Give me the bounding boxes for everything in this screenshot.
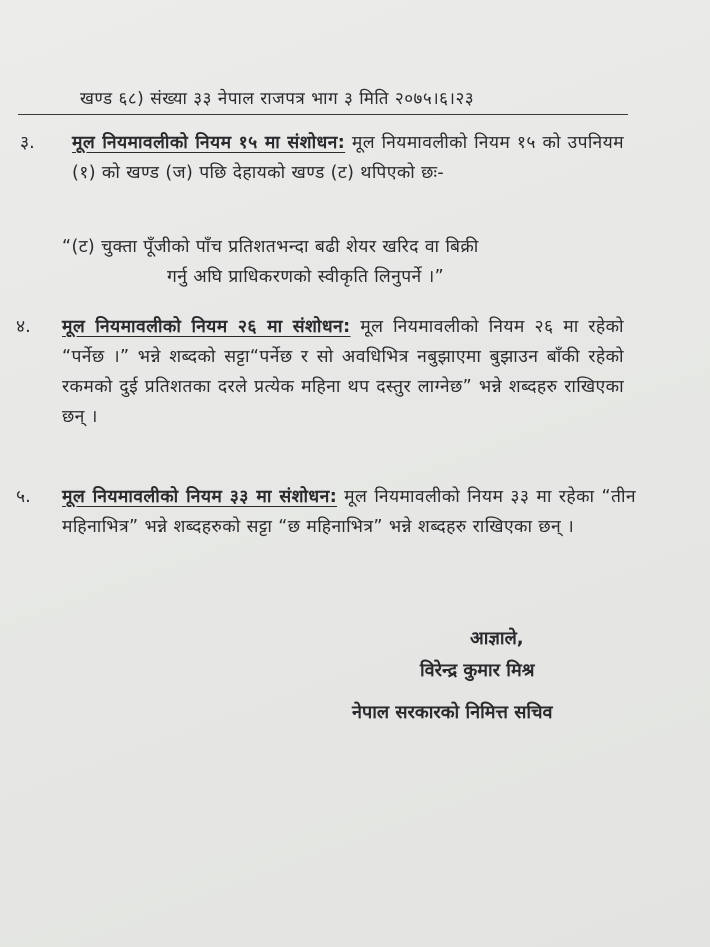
section-26-amendment [62, 312, 624, 432]
section-number: ४. [16, 317, 31, 337]
page-header: खण्ड ६८) संख्या ३३ नेपाल राजपत्र भाग ३ मिति २०७५।६।२३ [80, 89, 475, 109]
section-15-amendment [72, 128, 624, 188]
section-number: ५. [16, 487, 31, 507]
section-heading: मूल नियमावलीको नियम १५ मा संशोधन: [72, 133, 346, 153]
section-heading: मूल नियमावलीको नियम २६ मा संशोधन: [62, 317, 351, 337]
section-heading: मूल नियमावलीको नियम ३३ मा संशोधन: [62, 487, 338, 507]
section-number: ३. [20, 133, 35, 153]
by-order: आज्ञाले, [470, 628, 524, 649]
header-divider [18, 114, 628, 115]
section-body: मूल नियमावलीको नियम १५ को उपनियम (१) को खण्ड (ज) पछि देहायको खण्ड (ट) थपिएको छः- [72, 133, 624, 183]
section-body: मूल नियमावलीको नियम २६ मा रहेको “पर्नेछ ।” भन्ने शब्दको सट्टा“पर्नेछ र सो अवधिभित्र नबुझाएमा बुझाउन बाँकी रहेको रकमको दुई प्रतिशतका दरले प्रत्येक महिना थप दस्तुर लाग्नेछ” भन्ने शब्दहरु राखिएका छन् । [62, 317, 624, 427]
clause-line-2: गर्नु अघि प्राधिकरणको स्वीकृति लिनुपर्ने ।” [167, 267, 445, 287]
signatory-name: विरेन्द्र कुमार मिश्र [420, 660, 535, 681]
section-33-amendment [62, 482, 636, 542]
inserted-clause [62, 232, 632, 292]
signatory-title: नेपाल सरकारको निमित्त सचिव [352, 702, 553, 723]
clause-line-1: “(ट) चुक्ता पूँजीको पाँच प्रतिशतभन्दा बढी शेयर खरिद वा बिक्री [62, 237, 479, 257]
section-body: मूल नियमावलीको नियम ३३ मा रहेका “तीन महिनाभित्र” भन्ने शब्दहरुको सट्टा “छ महिनाभित्र” भन्ने शब्दहरु राखिएका छन् । [62, 487, 636, 537]
